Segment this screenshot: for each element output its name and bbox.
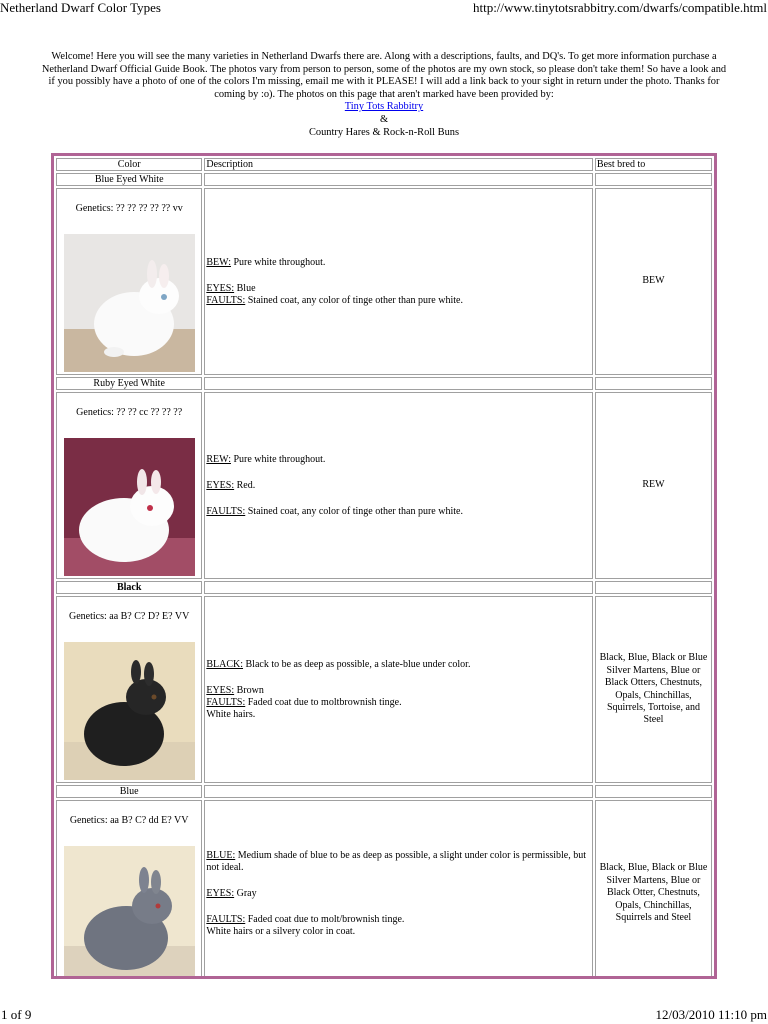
empty-cell [204, 377, 593, 390]
field-label: BLUE: [206, 849, 236, 861]
intro-amp: & [379, 113, 389, 125]
field-label: EYES: [206, 479, 235, 491]
rabbit-photo [64, 438, 195, 576]
field-label: EYES: [206, 282, 235, 294]
empty-cell [204, 785, 593, 798]
field-text: Medium shade of blue to be as deep as possible, a slight under color is permissible, but not ideal. [206, 849, 587, 873]
description-line [206, 295, 591, 307]
field-text: White hairs or a silvery color in coat. [206, 925, 356, 937]
rabbit-photo [64, 642, 195, 780]
empty-cell [595, 785, 712, 798]
description-cell [204, 596, 593, 783]
page-number: 1 of 9 [1, 1007, 32, 1022]
description-line [206, 454, 591, 466]
genetics: Genetics: aa B? C? D? E? VV [69, 611, 190, 622]
description-line [206, 850, 591, 874]
color-table [54, 156, 714, 979]
color-detail-row [56, 392, 712, 579]
color-detail-row [56, 596, 712, 783]
color-table-frame [51, 153, 717, 979]
empty-cell [595, 173, 712, 186]
empty-cell [595, 581, 712, 594]
description-line [206, 709, 591, 721]
description-line [206, 283, 591, 295]
intro-credit: Country Hares & Rock-n-Roll Buns [308, 126, 460, 138]
header-description: Description [204, 158, 593, 171]
intro-text: Welcome! Here you will see the many varieties in Netherland Dwarfs there are. Along with a descriptions, faults, and DQ's. To get more information purchase a Netherland Dwarf Official Guide Book. The photos vary from person to person, some of the photos are my own stock, so please don't take them! So have a look and if you possibly have a photo of one of the colors I'm missing, email me with it PLEASE! I will add a link back to your sight in return under the photo. Thanks for coming by :o). The photos on this page that aren't marked have been provided by: [41, 51, 727, 100]
description-cell [204, 188, 593, 375]
field-text: Black to be as deep as possible, a slate-blue under color. [243, 658, 471, 670]
best-bred-to: REW [595, 392, 712, 579]
genetics: Genetics: aa B? C? dd E? VV [69, 815, 189, 826]
description-cell [204, 800, 593, 979]
best-bred-to: BEW [595, 188, 712, 375]
field-label: FAULTS: [206, 294, 246, 306]
intro [40, 51, 728, 139]
field-text: Gray [234, 887, 257, 899]
color-detail-row [56, 188, 712, 375]
rabbitry-link[interactable]: Tiny Tots Rabbitry [344, 101, 424, 113]
color-name-row [56, 173, 712, 186]
best-bred-to: Black, Blue, Black or Blue Silver Martens, Blue or Black Otters, Chestnuts, Opals, Chinchillas, Squirrels, Tortoise, and Steel [595, 596, 712, 783]
header-bred: Best bred to [595, 158, 712, 171]
table-header-row [56, 158, 712, 171]
description-line [206, 480, 591, 492]
genetics-cell [56, 392, 202, 579]
field-text: Stained coat, any color of tinge other than pure white. [245, 294, 463, 306]
field-label: BEW: [206, 256, 231, 268]
field-text: Stained coat, any color of tinge other than pure white. [245, 505, 463, 517]
field-label: FAULTS: [206, 913, 246, 925]
print-date: 12/03/2010 11:10 pm [655, 1007, 767, 1022]
empty-cell [595, 377, 712, 390]
color-name: Blue Eyed White [56, 173, 202, 186]
field-label: EYES: [206, 887, 235, 899]
genetics-cell [56, 800, 202, 979]
field-text: Pure white throughout. [230, 256, 326, 268]
description-line [206, 506, 591, 518]
description-line [206, 926, 591, 938]
rabbit-photo [64, 846, 195, 979]
color-name: Blue [56, 785, 202, 798]
field-label: EYES: [206, 684, 235, 696]
genetics: Genetics: ?? ?? ?? ?? ?? vv [75, 203, 183, 214]
color-name-row [56, 377, 712, 390]
description-line [206, 659, 591, 671]
field-text: Faded coat due to molt/brownish tinge. [245, 913, 405, 925]
field-label: BLACK: [206, 658, 244, 670]
genetics-cell [56, 188, 202, 375]
description-line [206, 257, 591, 269]
field-text: Brown [234, 684, 264, 696]
color-detail-row [56, 800, 712, 979]
empty-cell [204, 581, 593, 594]
field-text: Pure white throughout. [230, 453, 326, 465]
field-text: Red. [234, 479, 256, 491]
color-name: Ruby Eyed White [56, 377, 202, 390]
field-label: FAULTS: [206, 696, 246, 708]
empty-cell [204, 173, 593, 186]
description-line [206, 685, 591, 697]
header-color: Color [56, 158, 202, 171]
rabbit-photo [64, 234, 195, 372]
best-bred-to: Black, Blue, Black or Blue Silver Martens, Blue or Black Otter, Chestnuts, Opals, Chinchillas, Squirrels and Steel [595, 800, 712, 979]
color-name-row [56, 785, 712, 798]
genetics: Genetics: ?? ?? cc ?? ?? ?? [76, 407, 183, 418]
field-text: Faded coat due to moltbrownish tinge. [245, 696, 402, 708]
field-text: White hairs. [206, 708, 256, 720]
color-name: Black [56, 581, 202, 594]
field-label: FAULTS: [206, 505, 246, 517]
description-line [206, 914, 591, 926]
page-url: http://www.tinytotsrabbitry.com/dwarfs/compatible.html [472, 0, 767, 15]
genetics-cell [56, 596, 202, 783]
field-label: REW: [206, 453, 231, 465]
page-title: Netherland Dwarf Color Types [0, 0, 161, 15]
description-line [206, 888, 591, 900]
field-text: Blue [234, 282, 256, 294]
description-cell [204, 392, 593, 579]
color-name-row [56, 581, 712, 594]
description-line [206, 697, 591, 709]
